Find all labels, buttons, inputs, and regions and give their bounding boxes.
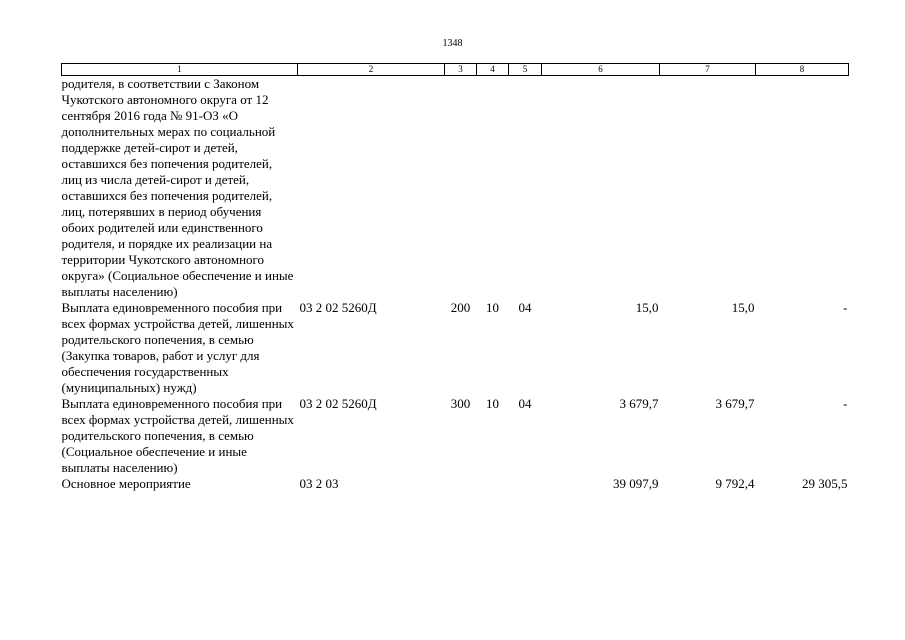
header-col-8: 8 [756,64,849,76]
header-col-6: 6 [542,64,660,76]
row-total: 3 679,7 [619,396,659,411]
table-row [62,396,849,476]
row-pr: 04 [518,396,532,411]
table-row [62,300,849,396]
header-col-4: 4 [477,64,509,76]
row-code: 03 2 02 5260Д [299,300,377,315]
row-vr: 300 [450,396,471,411]
row-col8: - [843,300,848,315]
row-col7: 15,0 [731,300,755,315]
header-col-1: 1 [62,64,298,76]
row-rz [477,476,509,492]
page-number: 1348 [442,38,463,49]
row-pr [509,76,542,301]
row-col8: 29 305,5 [802,476,848,491]
row-description: Основное мероприятие [61,476,191,491]
row-description: Выплата единовременного пособия при всех формах устройства детей, лишенных родительского попечения, в семью (Закупка товаров, работ и услуг для обеспечения государственных (муниципальных) нужд) [61,300,294,395]
row-pr: 04 [518,300,532,315]
row-col8: - [843,396,848,411]
row-vr [445,476,477,492]
row-description: родителя, в соответствии с Законом Чукотского автономного округа от 12 сентября 2016 года № 91-ОЗ «О дополнительных мерах по социальной поддержке детей-сирот и детей, оставшихся без попечения родителей, лиц из числа детей-сирот и детей, оставшихся без попечения родителей, лиц, потерявших в период обучения обоих родителей или единственного родителя, и порядке их реализации на территории Чукотского автономного округа» (Социальное обеспечение и иные выплаты населению) [61,76,294,299]
row-rz: 10 [486,300,499,315]
table-row [62,76,849,301]
header-col-5: 5 [509,64,542,76]
budget-table [61,63,849,492]
row-col7: 9 792,4 [715,476,755,491]
row-vr [445,76,477,301]
table-row [62,476,849,492]
row-rz: 10 [486,396,499,411]
row-description: Выплата единовременного пособия при всех формах устройства детей, лишенных родительского попечения, в семью (Социальное обеспечение и иные выплаты населению) [61,396,294,475]
row-vr: 200 [450,300,471,315]
row-code [298,76,445,301]
row-col7: 3 679,7 [715,396,755,411]
row-total: 39 097,9 [613,476,659,491]
row-total [542,76,660,301]
header-col-3: 3 [445,64,477,76]
row-col7 [660,76,756,301]
row-col8 [756,76,849,301]
header-col-7: 7 [660,64,756,76]
column-number-header [62,64,849,76]
row-code: 03 2 03 [299,476,339,491]
row-total: 15,0 [635,300,659,315]
header-col-2: 2 [298,64,445,76]
row-rz [477,76,509,301]
row-code: 03 2 02 5260Д [299,396,377,411]
row-pr [509,476,542,492]
